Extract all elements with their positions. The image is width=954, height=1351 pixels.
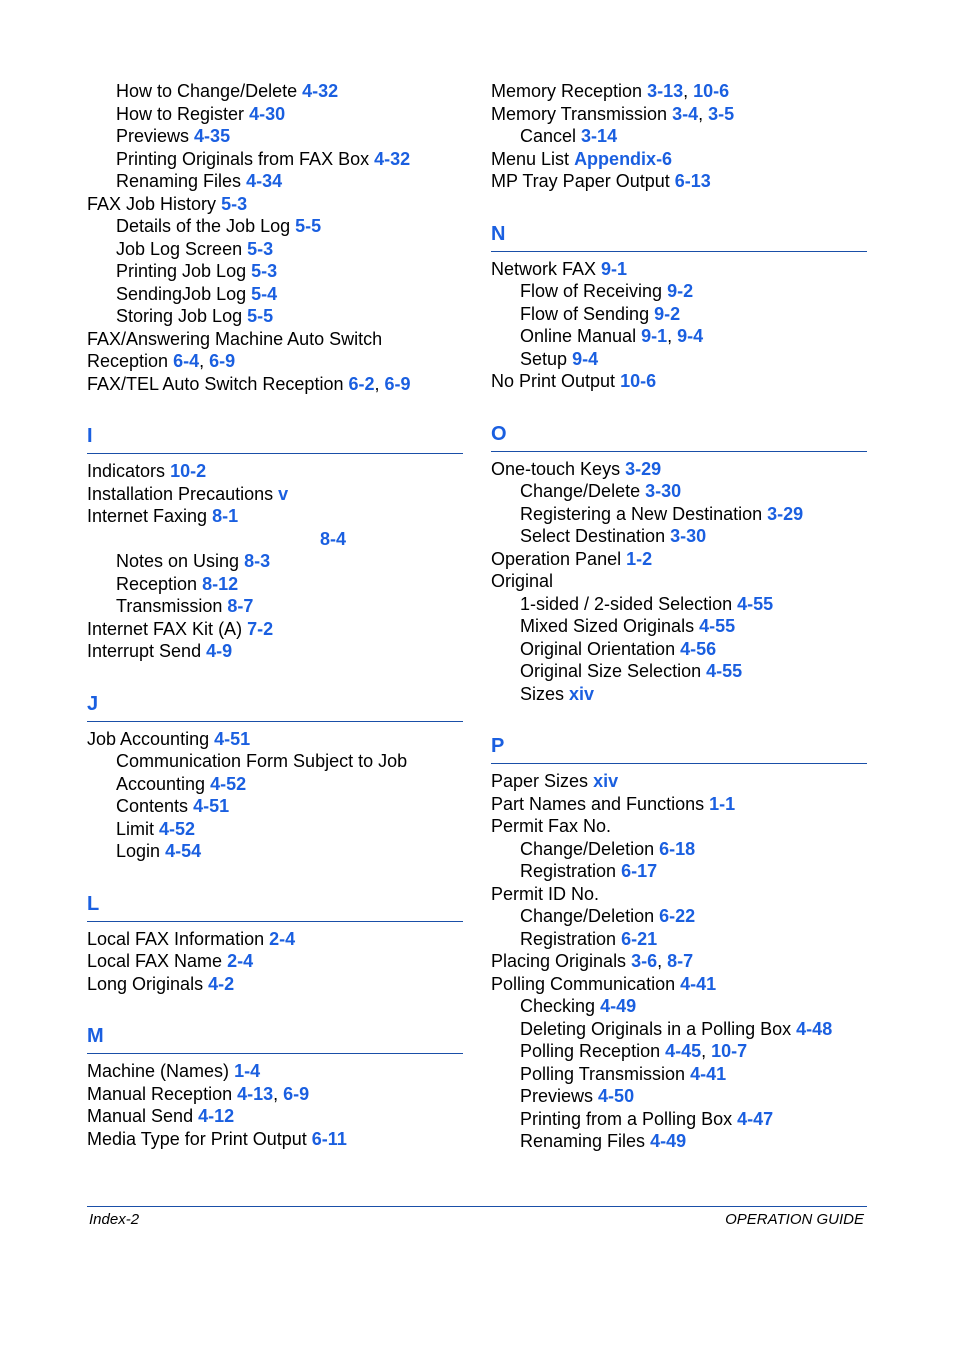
- entry-term: Accounting: [116, 773, 206, 794]
- index-entry: [491, 480, 867, 503]
- page-reference-link[interactable]: 4-32: [374, 148, 411, 169]
- page-reference-link[interactable]: 3-29: [625, 458, 662, 479]
- entry-term: Job Accounting: [87, 728, 210, 749]
- index-entry: [491, 125, 867, 148]
- index-entry: [87, 818, 463, 841]
- index-entry: Memory Transmission 3-4, 3-5: [491, 103, 735, 124]
- entry-term: Reception: [87, 351, 169, 371]
- section-heading: P: [491, 733, 867, 764]
- page-reference-link[interactable]: 4-51: [214, 728, 251, 749]
- page-reference-link[interactable]: 3-30: [645, 481, 682, 501]
- index-entry: [87, 1060, 463, 1083]
- index-entry: [491, 1085, 867, 1108]
- entry-term: Memory Reception: [491, 81, 643, 101]
- index-entry: [491, 660, 867, 683]
- entry-term: Flow of Sending: [520, 303, 650, 324]
- entry-term: Original Orientation: [520, 638, 676, 659]
- entry-term: Cancel: [520, 126, 577, 146]
- index-entry: [87, 460, 463, 483]
- index-entry: [87, 328, 463, 351]
- page-reference-link[interactable]: 4-49: [600, 996, 637, 1016]
- index-entry: [87, 483, 463, 506]
- section-heading: L: [87, 891, 463, 922]
- page-reference-link[interactable]: v: [278, 483, 289, 504]
- section-heading: I: [87, 423, 463, 454]
- index-entry: [87, 238, 463, 261]
- index-entry: [491, 638, 867, 661]
- entry-term: Placing Originals: [491, 951, 627, 971]
- entry-term: Machine (Names): [87, 1061, 230, 1081]
- entry-term: Internet FAX Kit (A): [87, 618, 243, 639]
- index-entry: Manual Reception 4-13, 6-9: [87, 1083, 310, 1104]
- entry-term: Change/Delete: [520, 481, 641, 501]
- page-reference-link[interactable]: 4-55: [737, 593, 774, 614]
- entry-term: Registration: [520, 928, 617, 949]
- entry-term: Operation Panel: [491, 548, 622, 569]
- entry-term: Printing from a Polling Box: [520, 1108, 733, 1129]
- entry-term: Details of the Job Log: [116, 216, 291, 236]
- page-reference-link[interactable]: 6-17: [621, 861, 658, 881]
- index-entry: [491, 928, 867, 951]
- entry-term: Deleting Originals in a Polling Box: [520, 1018, 792, 1039]
- page-reference-link[interactable]: 6-2: [348, 373, 375, 394]
- page-reference-link[interactable]: 6-13: [674, 171, 711, 191]
- entry-term: Flow of Receiving: [520, 281, 663, 301]
- page-reference-link[interactable]: 4-50: [598, 1086, 635, 1106]
- page-reference-link[interactable]: 9-1: [601, 258, 628, 279]
- page-reference-link[interactable]: 8-7: [227, 596, 254, 616]
- section-heading: J: [87, 691, 463, 722]
- page-reference-link[interactable]: 5-5: [247, 306, 274, 326]
- page-reference-link[interactable]: 4-56: [680, 638, 717, 659]
- page-reference-link[interactable]: 4-35: [194, 126, 231, 146]
- entry-term: Reception: [116, 573, 198, 594]
- index-section-o: [491, 421, 867, 706]
- entry-term: Sizes: [520, 683, 565, 704]
- page-reference-link[interactable]: 4-45: [665, 1041, 702, 1061]
- page-reference-link[interactable]: 10-6: [693, 81, 730, 101]
- page-reference-link[interactable]: 4-52: [159, 818, 196, 839]
- entry-term: Setup: [520, 348, 568, 369]
- index-entry: [491, 815, 867, 838]
- index-entry: [87, 618, 463, 641]
- index-entry: [491, 615, 867, 638]
- entry-term: Previews: [520, 1086, 594, 1106]
- index-section-j: [87, 691, 463, 863]
- entry-term: Registering a New Destination: [520, 503, 763, 524]
- index-entry: [491, 883, 867, 906]
- index-entry: [87, 1105, 463, 1128]
- entry-term: Renaming Files: [520, 1131, 646, 1151]
- index-section-continued: [491, 80, 867, 193]
- index-entry: [491, 1063, 867, 1086]
- index-entry: [87, 528, 463, 551]
- entry-term: Change/Deletion: [520, 838, 655, 859]
- page-reference-link[interactable]: 4-9: [206, 641, 233, 661]
- index-entry: [491, 525, 867, 548]
- page-reference-link[interactable]: 9-1: [641, 326, 668, 346]
- entry-term: Part Names and Functions: [491, 793, 705, 814]
- entry-term: Notes on Using: [116, 551, 240, 571]
- entry-term: Mixed Sized Originals: [520, 616, 695, 636]
- entry-term: Select Destination: [520, 526, 666, 546]
- page-reference-link[interactable]: 5-3: [251, 261, 278, 281]
- page-reference-link[interactable]: 3-6: [631, 951, 658, 971]
- index-entry: Memory Reception 3-13, 10-6: [491, 81, 730, 101]
- index-entry: [491, 170, 867, 193]
- page-reference-link[interactable]: 4-49: [650, 1131, 687, 1151]
- page-reference-link[interactable]: 2-4: [227, 951, 254, 971]
- index-entry: [87, 148, 463, 171]
- page-reference-link[interactable]: 4-55: [699, 616, 736, 636]
- page-reference-link[interactable]: 4-12: [198, 1106, 235, 1126]
- index-entry: [491, 503, 867, 526]
- page-reference-link[interactable]: 6-22: [659, 906, 696, 926]
- index-section-m: [87, 1023, 463, 1150]
- page-reference-link[interactable]: 6-11: [311, 1128, 347, 1149]
- entry-term: Long Originals: [87, 973, 204, 994]
- page-reference-link[interactable]: 1-2: [626, 548, 653, 569]
- index-entry: [491, 683, 867, 706]
- index-entry: Placing Originals 3-6, 8-7: [491, 951, 694, 971]
- index-entry: [491, 905, 867, 928]
- entry-term: Media Type for Print Output: [87, 1128, 307, 1149]
- entry-term: SendingJob Log: [116, 283, 247, 304]
- index-entry: [87, 193, 463, 216]
- footer-rule: [87, 1206, 867, 1207]
- page-reference-link[interactable]: 8-12: [202, 573, 239, 594]
- index-entry: [491, 1108, 867, 1131]
- entry-term: Limit: [116, 818, 155, 839]
- index-section-n: [491, 221, 867, 393]
- page-reference-link[interactable]: 4-51: [193, 796, 230, 816]
- page-reference-link[interactable]: 3-4: [672, 103, 699, 124]
- index-entry: [491, 148, 867, 171]
- entry-term: Online Manual: [520, 326, 637, 346]
- page-reference-link[interactable]: 8-4: [320, 528, 347, 549]
- entry-term: Internet Faxing: [87, 506, 208, 526]
- index-entry: [87, 125, 463, 148]
- entry-term: Indicators: [87, 461, 166, 481]
- entry-term: Renaming Files: [116, 171, 242, 191]
- index-entry: [491, 995, 867, 1018]
- page-reference-link[interactable]: 4-41: [690, 1063, 727, 1084]
- index-entry: [87, 505, 463, 528]
- page-reference-link[interactable]: xiv: [593, 771, 619, 791]
- page-reference-link[interactable]: 4-13: [237, 1083, 274, 1104]
- entry-term: Permit ID No.: [491, 883, 600, 904]
- index-section-p: [491, 733, 867, 1153]
- entry-term: MP Tray Paper Output: [491, 171, 670, 191]
- entry-term: How to Change/Delete: [116, 81, 298, 101]
- index-entry: [491, 1018, 867, 1041]
- page-reference-link[interactable]: 9-2: [667, 281, 694, 301]
- page-reference-link[interactable]: 10-7: [711, 1041, 748, 1061]
- page-reference-link[interactable]: 6-9: [209, 351, 236, 371]
- entry-term: Job Log Screen: [116, 238, 243, 259]
- page-reference-link[interactable]: xiv: [569, 683, 595, 704]
- index-entry: [87, 260, 463, 283]
- index-entry: Polling Reception 4-45, 10-7: [520, 1041, 748, 1061]
- page-reference-link[interactable]: 2-4: [269, 928, 296, 949]
- page-reference-link[interactable]: 1-4: [234, 1061, 261, 1081]
- index-section-continued: [87, 80, 463, 395]
- page-reference-link[interactable]: 4-54: [165, 841, 202, 861]
- page-reference-link[interactable]: 4-2: [208, 973, 235, 994]
- page-reference-link[interactable]: 4-34: [246, 171, 283, 191]
- entry-term: Permit Fax No.: [491, 816, 612, 836]
- entry-term: Communication Form Subject to Job: [116, 751, 408, 771]
- page-reference-link[interactable]: 9-4: [572, 348, 599, 369]
- page-reference-link[interactable]: 4-32: [302, 81, 339, 101]
- index-entry: [87, 950, 463, 973]
- index-section-i: [87, 423, 463, 663]
- page-reference-link[interactable]: 5-5: [295, 216, 322, 236]
- index-entry: [87, 928, 463, 951]
- index-entry: [87, 573, 463, 596]
- entry-term: Memory Transmission: [491, 103, 668, 124]
- page-reference-link[interactable]: 6-18: [659, 838, 696, 859]
- page-reference-link[interactable]: 3-30: [670, 526, 707, 546]
- page-reference-link[interactable]: 6-9: [384, 373, 411, 394]
- entry-term: 1-sided / 2-sided Selection: [520, 593, 733, 614]
- index-entry: [87, 773, 463, 796]
- page-reference-link[interactable]: 9-2: [654, 303, 681, 324]
- index-entry: [491, 1130, 867, 1153]
- entry-term: Local FAX Name: [87, 951, 223, 971]
- footer-guide-title: OPERATION GUIDE: [725, 1211, 864, 1228]
- index-entry: [491, 258, 867, 281]
- entry-term: Storing Job Log: [116, 306, 243, 326]
- entry-term: Transmission: [116, 596, 223, 616]
- index-entry: [87, 840, 463, 863]
- entry-term: Menu List: [491, 148, 570, 169]
- index-entry: [87, 640, 463, 663]
- index-entry: [87, 750, 463, 773]
- page-reference-link[interactable]: 3-13: [647, 81, 684, 101]
- entry-term: How to Register: [116, 103, 245, 124]
- page-reference-link[interactable]: 4-48: [796, 1018, 833, 1039]
- entry-term: Manual Reception: [87, 1083, 233, 1104]
- page-reference-link[interactable]: 9-4: [677, 326, 704, 346]
- index-entry: [87, 170, 463, 193]
- page-reference-link[interactable]: 4-30: [249, 103, 286, 124]
- page-reference-link[interactable]: 8-1: [212, 506, 239, 526]
- index-entry: [87, 550, 463, 573]
- page-reference-link[interactable]: 10-2: [170, 461, 207, 481]
- page-reference-link[interactable]: 4-41: [680, 973, 717, 994]
- entry-term: Installation Precautions: [87, 483, 274, 504]
- entry-term: Paper Sizes: [491, 771, 589, 791]
- entry-term: Network FAX: [491, 258, 597, 279]
- entry-term: Polling Reception: [520, 1041, 661, 1061]
- page-reference-link[interactable]: 3-14: [581, 126, 618, 146]
- entry-term: One-touch Keys: [491, 458, 621, 479]
- index-column-right: [491, 80, 867, 1153]
- entry-term: Interrupt Send: [87, 641, 202, 661]
- entry-term: Login: [116, 841, 161, 861]
- page-reference-link[interactable]: 6-21: [621, 928, 658, 949]
- index-entry: [491, 860, 867, 883]
- entry-term: Change/Deletion: [520, 906, 655, 926]
- entry-term: FAX/Answering Machine Auto Switch: [87, 328, 383, 349]
- page-reference-link[interactable]: 10-6: [620, 371, 657, 391]
- page-reference-link[interactable]: 1-1: [709, 793, 736, 814]
- index-entry: [491, 793, 867, 816]
- page-reference-link[interactable]: 5-3: [247, 238, 274, 259]
- index-entry: FAX/TEL Auto Switch Reception 6-2, 6-9: [87, 373, 411, 394]
- index-entry: Online Manual 9-1, 9-4: [520, 326, 704, 346]
- page-reference-link[interactable]: 5-4: [251, 283, 278, 304]
- entry-term: FAX Job History: [87, 193, 217, 214]
- index-entry: [87, 795, 463, 818]
- index-entry: Reception 6-4, 6-9: [87, 351, 236, 371]
- footer-page-number: Index-2: [89, 1211, 140, 1228]
- index-entry: [491, 303, 867, 326]
- entry-term: Polling Communication: [491, 973, 676, 994]
- index-section-l: [87, 891, 463, 996]
- index-entry: [491, 570, 867, 593]
- index-entry: [491, 770, 867, 793]
- page-reference-link[interactable]: 5-3: [221, 193, 248, 214]
- index-entry: [87, 728, 463, 751]
- index-entry: [87, 305, 463, 328]
- index-entry: [491, 348, 867, 371]
- section-heading: O: [491, 421, 867, 452]
- index-entry: [87, 103, 463, 126]
- page-reference-link[interactable]: 8-3: [244, 551, 271, 571]
- index-entry: [491, 838, 867, 861]
- section-heading: N: [491, 221, 867, 252]
- entry-term: FAX/TEL Auto Switch Reception: [87, 373, 344, 394]
- index-column-left: [87, 80, 463, 1150]
- entry-term: Registration: [520, 861, 617, 881]
- page-reference-link[interactable]: 6-4: [173, 351, 200, 371]
- entry-term: Previews: [116, 126, 190, 146]
- index-entry: [87, 215, 463, 238]
- entry-term: Printing Job Log: [116, 261, 247, 281]
- index-entry: [491, 458, 867, 481]
- entry-term: No Print Output: [491, 371, 616, 391]
- page-reference-link[interactable]: 4-47: [737, 1108, 774, 1129]
- page-reference-link[interactable]: 3-5: [708, 103, 735, 124]
- page-reference-link[interactable]: 4-52: [210, 773, 247, 794]
- page-reference-link[interactable]: 3-29: [767, 503, 804, 524]
- index-entry: [87, 80, 463, 103]
- section-heading: M: [87, 1023, 463, 1054]
- entry-term: Printing Originals from FAX Box: [116, 148, 370, 169]
- page-reference-link[interactable]: 4-55: [706, 661, 743, 681]
- entry-term: Local FAX Information: [87, 928, 265, 949]
- entry-term: Original: [491, 571, 554, 591]
- index-entry: [491, 370, 867, 393]
- index-entry: [491, 548, 867, 571]
- page-reference-link[interactable]: 8-7: [667, 951, 694, 971]
- index-entry: [87, 595, 463, 618]
- index-entry: [491, 280, 867, 303]
- page-reference-link[interactable]: Appendix-6: [574, 148, 673, 169]
- index-entry: [491, 593, 867, 616]
- entry-term: Manual Send: [87, 1106, 194, 1126]
- index-entry: [87, 1128, 463, 1151]
- page-reference-link[interactable]: 6-9: [283, 1083, 310, 1104]
- entry-term: Polling Transmission: [520, 1063, 686, 1084]
- index-entry: [491, 973, 867, 996]
- index-entry: [87, 973, 463, 996]
- entry-term: Checking: [520, 996, 596, 1016]
- entry-term: Original Size Selection: [520, 661, 702, 681]
- index-entry: [87, 283, 463, 306]
- entry-term: Contents: [116, 796, 189, 816]
- page-reference-link[interactable]: 7-2: [247, 618, 274, 639]
